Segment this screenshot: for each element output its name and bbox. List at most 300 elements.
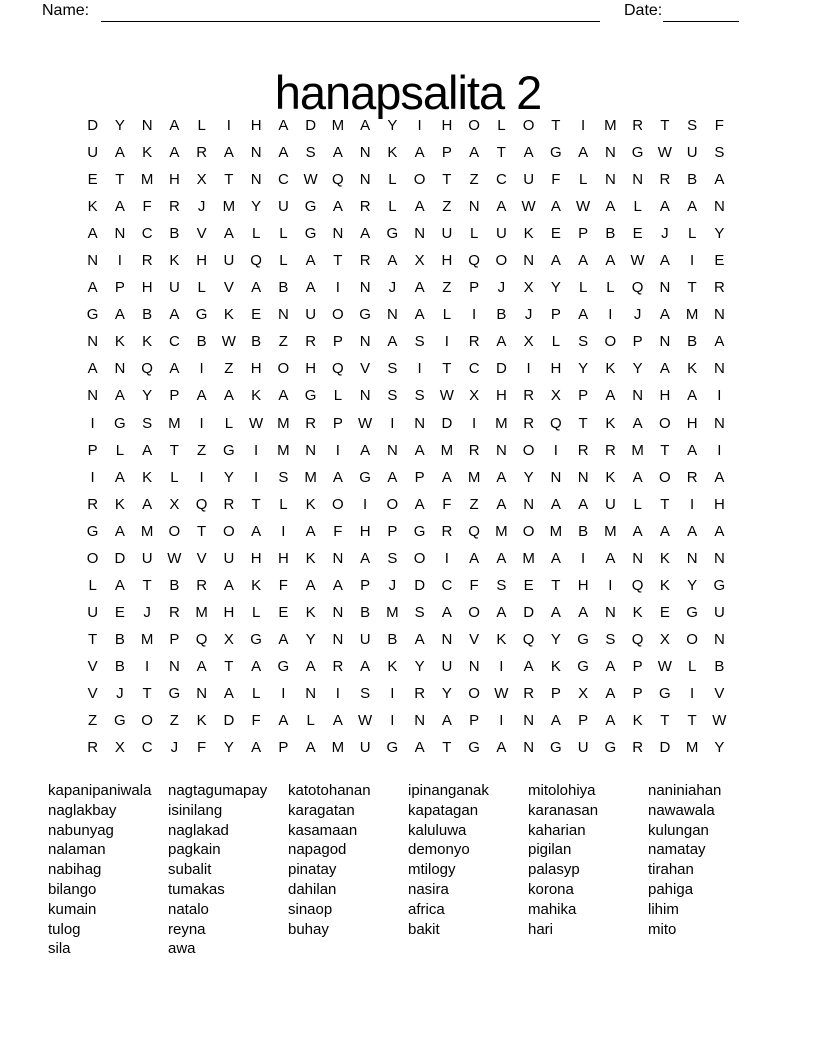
word-list-column: [528, 781, 646, 939]
word-item: karanasan: [528, 801, 599, 819]
grid-cell: I: [581, 117, 586, 135]
word-item: bakit: [408, 920, 440, 938]
grid-cell: L: [578, 279, 588, 297]
grid-cell: L: [551, 333, 561, 351]
grid-cell: N: [523, 495, 535, 513]
date-label: Date:: [624, 2, 663, 19]
grid-cell: H: [196, 252, 208, 270]
grid-cell: J: [633, 306, 642, 324]
grid-cell: I: [690, 685, 695, 702]
grid-cell: Q: [195, 495, 208, 513]
grid-cell: A: [305, 279, 316, 297]
grid-cell: A: [87, 360, 98, 378]
grid-cell: W: [167, 549, 182, 567]
grid-cell: W: [249, 414, 264, 432]
grid-cell: A: [305, 657, 316, 675]
grid-cell: A: [659, 360, 670, 378]
grid-cell: A: [659, 252, 670, 270]
grid-cell: A: [114, 306, 125, 324]
grid-cell: T: [496, 144, 506, 162]
grid-cell: U: [359, 739, 371, 757]
grid-cell: T: [197, 522, 207, 540]
grid-cell: I: [335, 685, 340, 702]
grid-cell: S: [687, 117, 698, 135]
grid-cell: X: [578, 685, 589, 702]
grid-cell: A: [414, 739, 425, 757]
grid-cell: W: [576, 198, 591, 216]
grid-cell: I: [226, 117, 231, 135]
grid-cell: A: [414, 144, 425, 162]
grid-cell: I: [363, 495, 368, 513]
grid-cell: Q: [631, 576, 644, 594]
date-blank-line: [663, 2, 739, 22]
word-search-grid: [79, 112, 733, 761]
grid-cell: K: [496, 630, 507, 648]
grid-cell: O: [522, 441, 535, 459]
grid-cell: V: [469, 630, 480, 648]
grid-cell: G: [413, 522, 426, 540]
word-list-column: [648, 781, 766, 939]
grid-cell: I: [281, 522, 286, 540]
grid-cell: G: [114, 414, 126, 432]
grid-cell: A: [278, 712, 289, 730]
grid-cell: F: [142, 198, 152, 216]
word-item: pigilan: [528, 841, 572, 859]
grid-cell: A: [496, 333, 507, 351]
grid-cell: A: [414, 306, 425, 324]
grid-cell: R: [468, 441, 480, 459]
grid-cell: A: [114, 198, 125, 216]
grid-cell: G: [386, 739, 399, 757]
grid-cell: X: [550, 387, 561, 405]
grid-cell: S: [360, 685, 371, 702]
grid-cell: T: [224, 657, 234, 675]
grid-cell: J: [170, 739, 179, 757]
grid-cell: J: [197, 198, 206, 216]
grid-cell: N: [523, 252, 535, 270]
grid-cell: D: [87, 117, 99, 135]
grid-cell: N: [550, 468, 562, 486]
grid-cell: S: [278, 468, 289, 486]
grid-cell: L: [606, 279, 615, 297]
word-item: kasamaan: [288, 821, 358, 839]
grid-cell: P: [360, 576, 371, 594]
grid-cell: K: [114, 495, 125, 513]
grid-cell: A: [332, 576, 343, 594]
grid-cell: Q: [141, 360, 153, 378]
grid-cell: Z: [197, 441, 207, 459]
grid-cell: N: [713, 414, 725, 432]
grid-cell: W: [657, 657, 672, 675]
grid-cell: Q: [468, 252, 480, 270]
word-item: tumakas: [168, 880, 225, 898]
grid-cell: D: [441, 414, 453, 432]
grid-cell: P: [278, 739, 289, 757]
grid-cell: I: [199, 414, 204, 432]
grid-cell: L: [88, 576, 97, 594]
grid-cell: N: [713, 306, 725, 324]
grid-cell: M: [685, 739, 699, 757]
grid-cell: A: [687, 198, 698, 216]
grid-cell: M: [440, 441, 454, 459]
grid-cell: J: [388, 576, 397, 594]
grid-cell: T: [660, 712, 670, 730]
grid-cell: Z: [278, 333, 288, 351]
grid-cell: I: [553, 441, 558, 459]
grid-cell: Y: [142, 387, 153, 405]
grid-cell: T: [142, 685, 152, 702]
grid-cell: L: [633, 495, 642, 513]
grid-cell: W: [439, 387, 454, 405]
grid-cell: A: [114, 468, 125, 486]
grid-cell: A: [196, 387, 207, 405]
grid-cell: Y: [550, 279, 561, 297]
grid-cell: B: [387, 630, 398, 648]
grid-cell: T: [660, 495, 670, 513]
grid-cell: A: [523, 657, 534, 675]
grid-cell: U: [168, 279, 180, 297]
grid-cell: T: [251, 495, 261, 513]
grid-cell: A: [605, 685, 616, 702]
grid-cell: I: [390, 685, 395, 702]
grid-cell: G: [468, 739, 480, 757]
grid-cell: T: [660, 441, 670, 459]
grid-cell: J: [388, 279, 397, 297]
grid-cell: S: [414, 387, 425, 405]
grid-cell: H: [577, 576, 589, 594]
grid-cell: W: [303, 171, 318, 189]
grid-cell: N: [659, 333, 671, 351]
grid-cell: D: [495, 360, 507, 378]
grid-cell: C: [277, 171, 289, 189]
word-item: katotohanan: [288, 782, 371, 799]
grid-cell: N: [414, 414, 426, 432]
grid-cell: I: [417, 117, 422, 135]
grid-cell: O: [659, 414, 671, 432]
grid-cell: L: [197, 117, 206, 135]
grid-cell: O: [495, 252, 508, 270]
grid-cell: N: [604, 144, 616, 162]
grid-cell: A: [632, 414, 643, 432]
grid-cell: G: [250, 630, 262, 648]
grid-cell: E: [659, 603, 670, 621]
grid-cell: Y: [414, 657, 425, 675]
grid-cell: P: [550, 306, 561, 324]
grid-cell: F: [278, 576, 288, 594]
grid-cell: G: [277, 657, 290, 675]
grid-cell: H: [141, 279, 153, 297]
grid-cell: E: [114, 603, 125, 621]
grid-cell: G: [359, 468, 371, 486]
word-item: kapatagan: [408, 801, 479, 819]
grid-cell: N: [523, 739, 535, 757]
grid-cell: Z: [224, 360, 234, 378]
grid-cell: A: [169, 117, 180, 135]
grid-cell: R: [305, 333, 317, 351]
grid-cell: Q: [332, 360, 344, 378]
grid-cell: M: [140, 171, 154, 189]
grid-cell: M: [222, 198, 236, 216]
grid-cell: H: [441, 252, 453, 270]
grid-cell: A: [360, 441, 371, 459]
grid-cell: H: [441, 117, 453, 135]
grid-cell: K: [87, 198, 98, 216]
grid-cell: T: [660, 117, 670, 135]
grid-cell: E: [87, 171, 98, 189]
grid-cell: K: [659, 576, 670, 594]
grid-cell: N: [277, 306, 289, 324]
grid-cell: A: [687, 441, 698, 459]
grid-cell: R: [441, 522, 453, 540]
grid-cell: W: [494, 685, 509, 702]
word-item: naniniahan: [648, 782, 722, 799]
grid-cell: A: [223, 144, 234, 162]
grid-cell: O: [413, 171, 426, 189]
grid-cell: K: [142, 468, 153, 486]
grid-cell: Y: [223, 739, 234, 757]
word-item: isinilang: [168, 801, 223, 819]
grid-cell: O: [522, 522, 535, 540]
grid-cell: A: [578, 495, 589, 513]
grid-cell: A: [632, 522, 643, 540]
word-item: nawawala: [648, 801, 715, 819]
grid-cell: A: [278, 144, 289, 162]
grid-cell: A: [278, 117, 289, 135]
grid-cell: H: [250, 117, 262, 135]
grid-cell: I: [444, 549, 449, 567]
grid-cell: A: [714, 333, 725, 351]
grid-cell: S: [387, 360, 398, 378]
grid-cell: K: [251, 387, 262, 405]
grid-cell: A: [605, 712, 616, 730]
grid-cell: I: [717, 441, 722, 459]
word-item: demonyo: [408, 841, 470, 859]
word-item: mahika: [528, 900, 577, 918]
grid-cell: T: [169, 441, 179, 459]
grid-cell: M: [277, 441, 290, 459]
grid-cell: U: [305, 306, 317, 324]
grid-cell: N: [359, 333, 371, 351]
grid-cell: A: [578, 603, 589, 621]
grid-cell: A: [414, 495, 425, 513]
grid-cell: P: [169, 387, 180, 405]
grid-cell: M: [386, 603, 399, 621]
grid-cell: A: [169, 144, 180, 162]
grid-cell: Z: [442, 279, 452, 297]
grid-cell: G: [686, 603, 698, 621]
grid-cell: A: [169, 306, 180, 324]
grid-cell: B: [114, 630, 125, 648]
grid-cell: N: [713, 198, 725, 216]
grid-cell: A: [305, 739, 316, 757]
grid-cell: A: [496, 468, 507, 486]
grid-cell: P: [632, 333, 643, 351]
grid-cell: X: [196, 171, 207, 189]
grid-cell: Q: [332, 171, 344, 189]
grid-cell: T: [333, 252, 343, 270]
grid-cell: A: [605, 198, 616, 216]
grid-cell: W: [657, 144, 672, 162]
grid-cell: A: [550, 603, 561, 621]
name-label: Name:: [42, 2, 90, 19]
grid-cell: T: [442, 739, 452, 757]
grid-cell: X: [523, 333, 534, 351]
grid-cell: Z: [469, 495, 479, 513]
grid-cell: G: [304, 387, 317, 405]
grid-cell: H: [686, 414, 698, 432]
grid-cell: I: [581, 549, 586, 567]
grid-cell: L: [442, 306, 452, 324]
word-item: dahilan: [288, 880, 337, 898]
grid-cell: W: [712, 712, 727, 730]
grid-cell: X: [523, 279, 534, 297]
grid-cell: N: [713, 549, 725, 567]
grid-cell: P: [87, 441, 98, 459]
grid-cell: U: [141, 549, 153, 567]
grid-cell: B: [169, 225, 180, 243]
grid-cell: E: [550, 225, 561, 243]
grid-cell: U: [223, 252, 235, 270]
word-item: mito: [648, 920, 677, 938]
grid-cell: L: [279, 225, 288, 243]
grid-cell: M: [331, 117, 345, 135]
word-item: buhay: [288, 920, 329, 938]
grid-cell: Y: [550, 630, 561, 648]
grid-cell: L: [251, 685, 261, 702]
grid-cell: N: [441, 630, 453, 648]
word-list-column: [408, 781, 526, 939]
grid-cell: N: [686, 549, 698, 567]
grid-cell: A: [251, 279, 262, 297]
grid-cell: S: [578, 333, 589, 351]
grid-cell: E: [632, 225, 643, 243]
grid-cell: U: [277, 198, 289, 216]
grid-cell: O: [468, 117, 480, 135]
grid-cell: U: [87, 603, 99, 621]
grid-cell: U: [577, 739, 589, 757]
grid-cell: T: [142, 576, 152, 594]
grid-cell: T: [578, 414, 588, 432]
grid-cell: A: [496, 739, 507, 757]
grid-cell: R: [686, 468, 698, 486]
grid-cell: P: [632, 657, 643, 675]
grid-cell: N: [713, 360, 725, 378]
grid-cell: B: [360, 603, 371, 621]
grid-cell: S: [305, 144, 316, 162]
page-title: hanapsalita 2: [274, 66, 542, 120]
grid-cell: B: [714, 657, 725, 675]
grid-cell: O: [141, 712, 153, 730]
grid-cell: R: [141, 252, 153, 270]
grid-cell: Y: [523, 468, 534, 486]
grid-cell: G: [550, 739, 562, 757]
grid-cell: M: [277, 414, 290, 432]
grid-cell: V: [196, 549, 207, 567]
grid-cell: I: [444, 333, 449, 351]
grid-cell: L: [497, 117, 506, 135]
word-item: nasira: [408, 880, 449, 898]
grid-cell: K: [632, 603, 643, 621]
grid-cell: W: [221, 333, 236, 351]
grid-cell: H: [359, 522, 371, 540]
grid-cell: A: [687, 387, 698, 405]
grid-cell: O: [659, 468, 671, 486]
grid-cell: T: [551, 576, 561, 594]
grid-cell: R: [523, 414, 535, 432]
grid-cell: O: [277, 360, 290, 378]
grid-cell: G: [114, 712, 126, 730]
grid-cell: N: [713, 630, 725, 648]
grid-cell: H: [305, 360, 317, 378]
grid-cell: A: [114, 144, 125, 162]
grid-cell: U: [223, 549, 235, 567]
grid-cell: N: [386, 306, 398, 324]
grid-cell: V: [360, 360, 371, 378]
grid-cell: B: [196, 333, 207, 351]
grid-cell: S: [414, 603, 425, 621]
grid-cell: W: [521, 198, 536, 216]
grid-cell: A: [114, 387, 125, 405]
word-item: sila: [48, 940, 71, 958]
word-item: pahiga: [648, 880, 694, 898]
grid-cell: M: [304, 468, 317, 486]
grid-cell: A: [223, 576, 234, 594]
grid-cell: Q: [631, 279, 644, 297]
grid-cell: R: [604, 441, 616, 459]
grid-cell: P: [414, 468, 425, 486]
grid-cell: Q: [250, 252, 262, 270]
grid-cell: K: [687, 360, 698, 378]
grid-cell: L: [251, 603, 261, 621]
word-item: nabihag: [48, 861, 102, 879]
grid-cell: K: [305, 603, 316, 621]
grid-cell: A: [687, 522, 698, 540]
grid-cell: A: [550, 712, 561, 730]
grid-cell: X: [223, 630, 234, 648]
grid-cell: I: [608, 306, 613, 324]
grid-cell: U: [713, 603, 725, 621]
grid-cell: Y: [632, 360, 643, 378]
grid-cell: K: [605, 360, 616, 378]
grid-cell: N: [332, 549, 344, 567]
word-item: natalo: [168, 900, 209, 918]
grid-cell: R: [523, 387, 535, 405]
word-item: tulog: [48, 920, 81, 938]
grid-cell: A: [550, 495, 561, 513]
grid-cell: N: [604, 603, 616, 621]
grid-cell: R: [632, 739, 644, 757]
grid-cell: F: [551, 171, 561, 189]
grid-cell: A: [714, 522, 725, 540]
grid-cell: I: [199, 468, 204, 486]
grid-cell: N: [632, 549, 644, 567]
grid-cell: I: [281, 685, 286, 702]
word-list: [0, 781, 816, 961]
grid-cell: A: [441, 712, 452, 730]
grid-cell: S: [414, 333, 425, 351]
grid-cell: M: [195, 603, 208, 621]
grid-cell: Y: [251, 198, 262, 216]
grid-cell: A: [332, 144, 343, 162]
grid-cell: P: [578, 387, 589, 405]
grid-cell: I: [90, 468, 95, 486]
grid-cell: L: [333, 387, 343, 405]
grid-cell: R: [196, 144, 208, 162]
word-item: mtilogy: [408, 861, 456, 879]
grid-cell: X: [414, 252, 425, 270]
grid-cell: A: [578, 306, 589, 324]
grid-cell: P: [387, 522, 398, 540]
